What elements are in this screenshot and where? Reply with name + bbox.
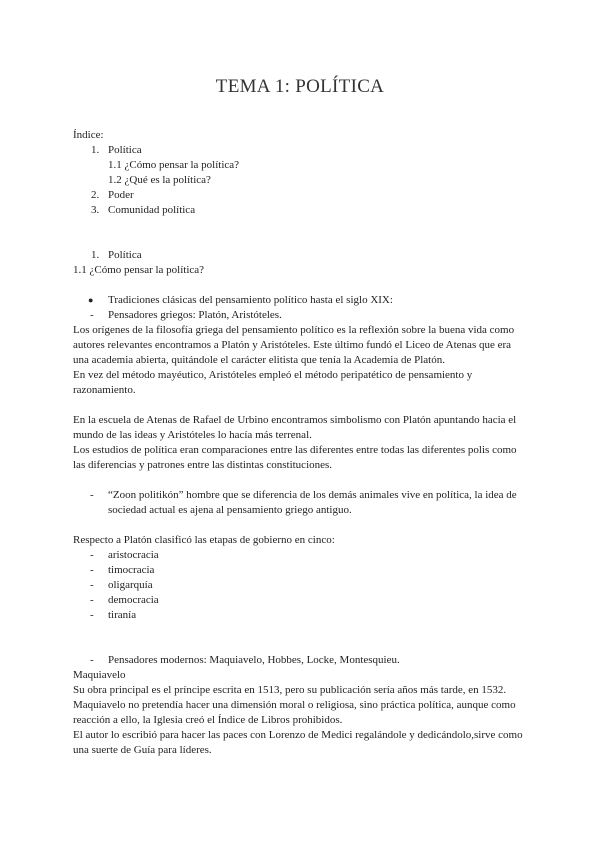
paragraph-line: mundo de las ideas y Aristóteles lo hacía más terrenal.	[73, 429, 312, 441]
dash-icon: -	[90, 564, 94, 576]
paragraph-line: una suerte de Guía para líderes.	[73, 744, 212, 756]
dash-icon: -	[90, 549, 94, 561]
index-subitem	[73, 173, 533, 188]
index-subitem	[73, 158, 533, 173]
dash-icon: -	[90, 609, 94, 621]
paragraph-line: razonamiento.	[73, 384, 136, 396]
paragraph-line: una academia abierta, quitándole el carácter elitista que tenía la Academia de Platón.	[73, 354, 445, 366]
spacer	[73, 623, 533, 653]
paragraph-line: Maquiavelo no pretendía hacer una dimensión moral o religiosa, sino práctica política, aunque como	[73, 699, 516, 711]
dash-text: Pensadores griegos: Platón, Aristóteles.	[108, 309, 282, 321]
paragraph-line: reacción a ello, la Iglesia creó el Índice de Libros prohibidos.	[73, 714, 343, 726]
bullet-icon: ●	[88, 295, 94, 305]
index-subtext: 1.2 ¿Qué es la política?	[108, 174, 211, 186]
stage-text: timocracia	[108, 564, 155, 576]
stage-text: democracia	[108, 594, 159, 606]
stage-item	[73, 593, 533, 608]
dash-icon: -	[90, 489, 94, 501]
stage-item	[73, 548, 533, 563]
paragraph	[73, 683, 533, 758]
index-text: Poder	[108, 189, 134, 201]
stage-item	[73, 578, 533, 593]
spacer	[73, 518, 533, 533]
paragraph-line: El autor lo escribió para hacer las paces con Lorenzo de Medici regalándole y dedicándolo,sirve como	[73, 729, 523, 741]
paragraph-line: En la escuela de Atenas de Rafael de Urbino encontramos simbolismo con Platón apuntando hacia el	[73, 414, 517, 426]
dash-icon: -	[90, 579, 94, 591]
index-number: 1.	[91, 144, 100, 156]
spacer	[73, 398, 533, 413]
index-item	[73, 203, 533, 218]
page-title: TEMA 1: POLÍTICA	[215, 76, 385, 97]
stage-text: aristocracia	[108, 549, 159, 561]
dash-item	[73, 653, 533, 668]
bullet-item	[73, 293, 533, 308]
spacer	[73, 278, 533, 293]
index-label: Índice:	[73, 129, 104, 141]
subsection-heading: 1.1 ¿Cómo pensar la política?	[73, 264, 205, 276]
paragraph-line: Los estudios de política eran comparaciones entre las diferentes entre todas las diferentes polis como	[73, 444, 517, 456]
paragraph	[73, 413, 533, 473]
maquiavelo-heading: Maquiavelo	[73, 669, 126, 681]
paragraph-line: sociedad actual es ajena al pensamiento griego antiguo.	[108, 504, 352, 516]
stage-item	[73, 563, 533, 578]
index-text: Política	[108, 144, 142, 156]
paragraph-line: En vez del método mayéutico, Aristóteles empleó el método peripatético de pensamiento y	[73, 369, 473, 381]
spacer	[73, 218, 533, 248]
dash-icon: -	[90, 309, 94, 321]
index-number: 2.	[91, 189, 100, 201]
bullet-text: Tradiciones clásicas del pensamiento político hasta el siglo XIX:	[108, 294, 393, 306]
index-subtext: 1.1 ¿Cómo pensar la política?	[108, 159, 240, 171]
paragraph-line: autores relevantes encontramos a Platón y Aristóteles. Este último fundó el Liceo de Atenas que era	[73, 339, 512, 351]
paragraph-line: “Zoon politikón” hombre que se diferencia de los demás animales vive en política, la idea de	[108, 489, 517, 501]
stage-text: tiranía	[108, 609, 137, 621]
index-item	[73, 143, 533, 158]
stage-item	[73, 608, 533, 623]
paragraph-line: Su obra principal es el príncipe escrita en 1513, pero su publicación sería años más tarde, en 1532.	[73, 684, 507, 696]
document-body	[73, 128, 533, 758]
dash-item	[73, 488, 533, 518]
paragraph-line: Los orígenes de la filosofía griega del pensamiento político es la reflexión sobre la buena vida como	[73, 324, 515, 336]
paragraph-line: Respecto a Platón clasificó las etapas de gobierno en cinco:	[73, 534, 335, 546]
dash-icon: -	[90, 594, 94, 606]
spacer	[73, 473, 533, 488]
dash-text: Pensadores modernos: Maquiavelo, Hobbes, Locke, Montesquieu.	[108, 654, 400, 666]
index-item	[73, 188, 533, 203]
section-number: 1.	[91, 249, 100, 261]
dash-icon: -	[90, 654, 94, 666]
paragraph	[73, 323, 533, 398]
index-number: 3.	[91, 204, 100, 216]
stage-text: oligarquía	[108, 579, 153, 591]
dash-item	[73, 308, 533, 323]
paragraph-line: las diferencias y patrones entre las distintas constituciones.	[73, 459, 333, 471]
section-heading	[73, 248, 533, 263]
index-text: Comunidad política	[108, 204, 196, 216]
section-text: Política	[108, 249, 142, 261]
